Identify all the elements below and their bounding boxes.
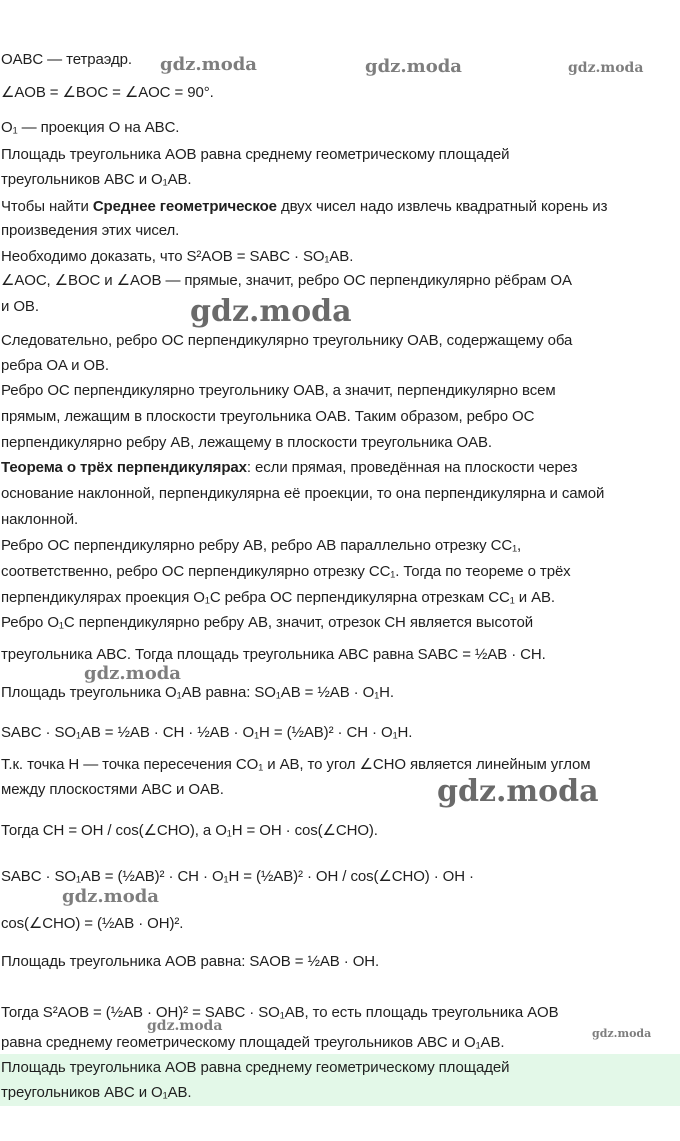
- line-26: Т.к. точка H — точка пересечения CO₁ и AB, то угол ∠CHO является линейным углом: [1, 756, 591, 773]
- term-geometric-mean: Среднее геометрическое: [92, 198, 277, 215]
- line-25: SABC · SO₁AB = ½AB · CH · ½AB · O₁H = (½AB)² · CH · O₁H.: [1, 724, 413, 741]
- line-6: [1, 196, 678, 218]
- line-20: соответственно, ребро OC перпендикулярно отрезку CC₁. Тогда по теореме о трёх: [1, 563, 571, 580]
- line-7: произведения этих чисел.: [1, 222, 180, 239]
- line-31: Площадь треугольника AOB равна: SAOB = ½AB · OH.: [1, 953, 380, 970]
- line-14: прямым, лежащим в плоскости треугольника OAB. Таким образом, ребро OC: [1, 408, 535, 425]
- line-10: и OB.: [1, 298, 39, 315]
- watermark: gdz.moda: [160, 54, 257, 75]
- line-24: Площадь треугольника O₁AB равна: SO₁AB = ½AB · O₁H.: [1, 684, 394, 701]
- line-4: Площадь треугольника AOB равна среднему геометрическому площадей: [1, 146, 510, 163]
- line-30: cos(∠CHO) = (½AB · OH)².: [1, 915, 184, 932]
- line-23: треугольника ABC. Тогда площадь треугольника ABC равна SABC = ½AB · CH.: [1, 646, 546, 663]
- line-33: равна среднему геометрическому площадей треугольников ABC и O₁AB.: [1, 1034, 505, 1051]
- line-35: треугольников ABC и O₁AB.: [1, 1084, 192, 1101]
- watermark: gdz.moda: [84, 663, 181, 684]
- line-22: Ребро O₁C перпендикулярно ребру AB, значит, отрезок CH является высотой: [1, 614, 534, 631]
- watermark: gdz.moda: [437, 774, 599, 809]
- line-17: основание наклонной, перпендикулярна её проекции, то она перпендикулярна и самой: [1, 485, 605, 502]
- line-28: Тогда CH = OH / cos(∠CHO), а O₁H = OH · cos(∠CHO).: [1, 822, 378, 839]
- line-18: наклонной.: [1, 511, 79, 528]
- line-13: Ребро OC перпендикулярно треугольнику OAB, а значит, перпендикулярно всем: [1, 382, 556, 399]
- line-16: [1, 457, 678, 479]
- line-32: Тогда S²AOB = (½AB · OH)² = SABC · SO₁AB, то есть площадь треугольника AOB: [1, 1004, 559, 1021]
- line-1: OABC — тетраэдр.: [1, 51, 132, 68]
- line-27: между плоскостями ABC и OAB.: [1, 781, 224, 798]
- watermark: gdz.moda: [365, 56, 462, 77]
- watermark: gdz.moda: [568, 60, 644, 76]
- line-16-b: : если прямая, проведённая на плоскости через: [246, 459, 578, 476]
- line-2: ∠AOB = ∠BOC = ∠AOC = 90°.: [1, 84, 214, 101]
- line-3: O₁ — проекция O на ABC.: [1, 119, 180, 136]
- watermark: gdz.moda: [592, 1027, 652, 1040]
- line-21: перпендикулярах проекция O₁C ребра OC перпендикулярна отрезкам CC₁ и AB.: [1, 589, 555, 606]
- line-5: треугольников ABC и O₁AB.: [1, 171, 192, 188]
- line-11: Следовательно, ребро OC перпендикулярно треугольнику OAB, содержащему оба: [1, 332, 573, 349]
- watermark: gdz.moda: [190, 294, 352, 329]
- line-6-c: двух чисел надо извлечь квадратный корень из: [276, 198, 608, 215]
- watermark: gdz.moda: [62, 886, 159, 907]
- term-three-perpendiculars: Теорема о трёх перпендикулярах: [1, 459, 247, 476]
- watermark: gdz.moda: [147, 1018, 223, 1034]
- line-9: ∠AOC, ∠BOC и ∠AOB — прямые, значит, ребро OC перпендикулярно рёбрам OA: [1, 272, 572, 289]
- line-12: ребра OA и OB.: [1, 357, 109, 374]
- line-34: Площадь треугольника AOB равна среднему геометрическому площадей: [1, 1059, 510, 1076]
- line-29: SABC · SO₁AB = (½AB)² · CH · O₁H = (½AB)² · OH / cos(∠CHO) · OH ·: [1, 868, 474, 885]
- line-8: Необходимо доказать, что S²AOB = SABC · SO₁AB.: [1, 248, 354, 265]
- line-15: перпендикулярно ребру AB, лежащему в плоскости треугольника OAB.: [1, 434, 492, 451]
- line-19: Ребро OC перпендикулярно ребру AB, ребро AB параллельно отрезку CC₁,: [1, 537, 522, 554]
- line-6-a: Чтобы найти: [1, 198, 93, 215]
